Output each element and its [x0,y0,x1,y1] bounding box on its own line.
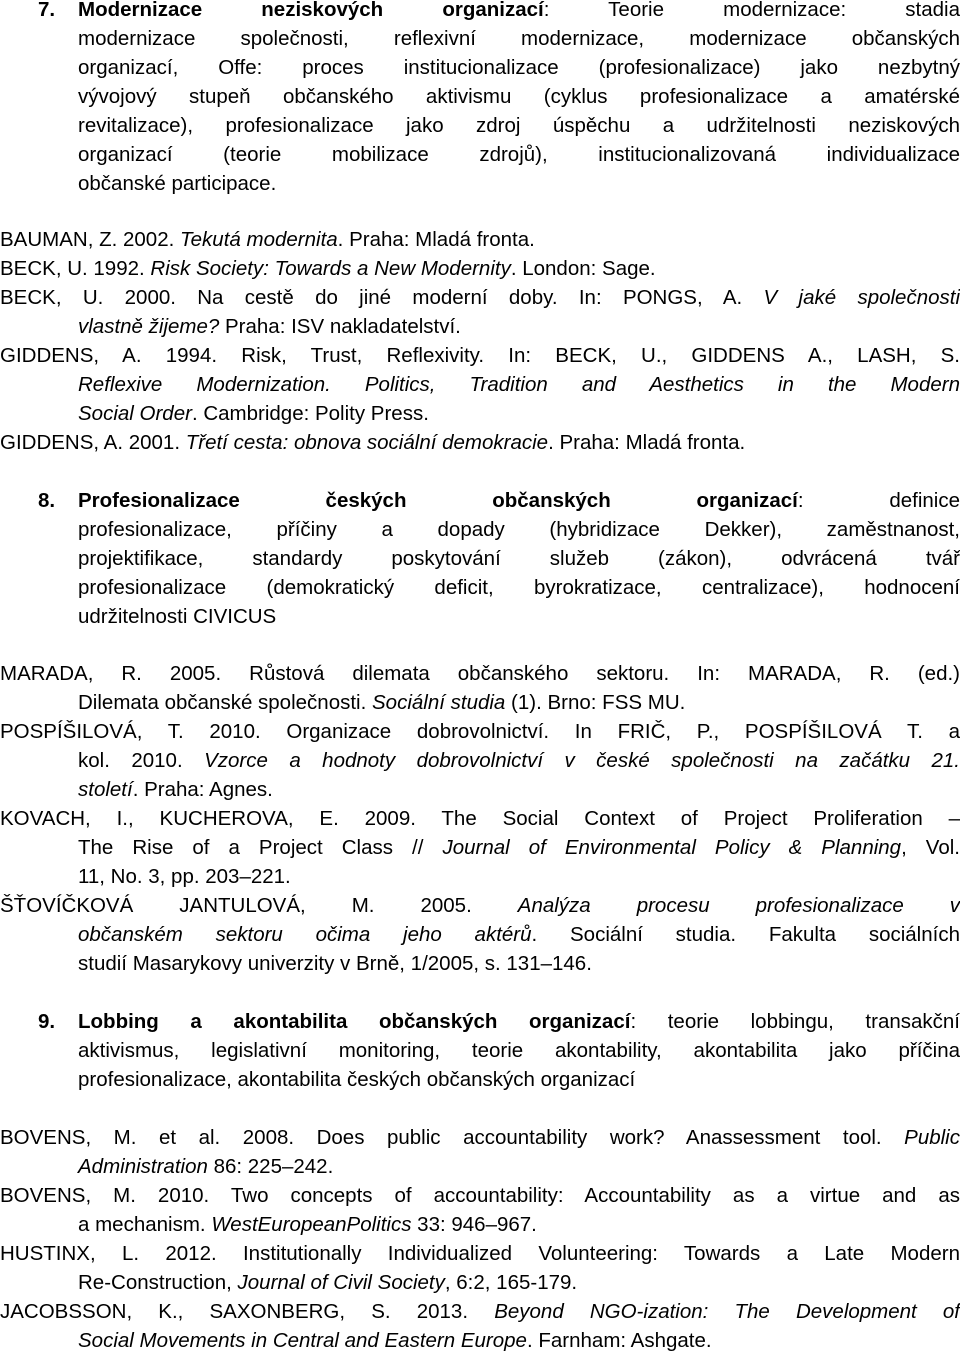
section-8-heading: Profesionalizace českých občanských organizací: definice [78,489,960,512]
reference-line: BECK, U. 2000. Na cestě do jiné moderní doby. In: PONGS, A. V jaké společnosti [0,286,960,309]
reference-line: BOVENS, M. 2010. Two concepts of accountability: Accountability as a virtue and as [0,1184,960,1207]
reference-line: a mechanism. WestEuropeanPolitics 33: 946–967. [78,1213,537,1236]
reference-line: občanském sektoru očima jeho aktérů. Sociální studia. Fakulta sociálních [78,923,960,946]
section-9-references [0,1123,960,1355]
reference-line: POSPÍŠILOVÁ, T. 2010. Organizace dobrovolnictví. In FRIČ, P., POSPÍŠILOVÁ T. a [0,720,960,743]
section-7-title: Modernizace neziskových organizací [78,0,544,21]
section-8-number: 8. [38,489,56,512]
section-7-number: 7. [38,0,56,21]
reference-line: Reflexive Modernization. Politics, Tradition and Aesthetics in the Modern [78,373,960,396]
reference-line: BOVENS, M. et al. 2008. Does public accountability work? Anassessment tool. Public [0,1126,960,1149]
section-8-line: udržitelnosti CIVICUS [78,605,277,628]
section-9-line: profesionalizace, akontabilita českých občanských organizací [78,1068,636,1091]
reference-line: JACOBSSON, K., SAXONBERG, S. 2013. Beyond NGO-ization: The Development of [0,1300,960,1323]
section-8-line: profesionalizace (demokratický deficit, byrokratizace, centralizace), hodnocení [78,576,960,599]
section-7-line: občanské participace. [78,172,277,195]
reference-line: století. Praha: Agnes. [78,778,273,801]
section-8 [0,486,960,631]
reference-line: Dilemata občanské společnosti. Sociální studia (1). Brno: FSS MU. [78,691,686,714]
reference-line: Re-Construction, Journal of Civil Society, 6:2, 165-179. [78,1271,578,1294]
section-8-references [0,659,960,978]
section-7-line: organizací (teorie mobilizace zdrojů), institucionalizovaná individualizace [78,143,960,166]
reference-line: Administration 86: 225–242. [78,1155,334,1178]
section-7-line: vývojový stupeň občanského aktivismu (cyklus profesionalizace a amatérské [78,85,960,108]
reference-line: BECK, U. 1992. Risk Society: Towards a New Modernity. London: Sage. [0,257,656,280]
reference-line: MARADA, R. 2005. Růstová dilemata občanského sektoru. In: MARADA, R. (ed.) [0,662,960,685]
section-7-line: revitalizace), profesionalizace jako zdroj úspěchu a udržitelnosti neziskových [78,114,960,137]
section-9-title: Lobbing a akontabilita občanských organizací [78,1010,631,1033]
reference-line: HUSTINX, L. 2012. Institutionally Individualized Volunteering: Towards a Late Modern [0,1242,960,1265]
section-7-line: modernizace společnosti, reflexivní modernizace, modernizace občanských [78,27,960,50]
section-7-line: organizací, Offe: proces institucionalizace (profesionalizace) jako nezbytný [78,56,960,79]
section-9-line: aktivismus, legislativní monitoring, teorie akontability, akontabilita jako příčina [78,1039,960,1062]
reference-line: GIDDENS, A. 1994. Risk, Trust, Reflexivity. In: BECK, U., GIDDENS A., LASH, S. [0,344,960,367]
section-8-line: projektifikace, standardy poskytování služeb (zákon), odvrácená tvář [78,547,960,570]
reference-line: vlastně žijeme? Praha: ISV nakladatelství. [78,315,461,338]
section-8-title: Profesionalizace českých občanských organizací [78,489,798,512]
section-7-heading: Modernizace neziskových organizací: Teorie modernizace: stadia [78,0,960,21]
reference-line: Social Order. Cambridge: Polity Press. [78,402,429,425]
section-7 [0,0,960,198]
reference-line: BAUMAN, Z. 2002. Tekutá modernita. Praha: Mladá fronta. [0,228,535,251]
section-9-number: 9. [38,1010,56,1033]
reference-line: studií Masarykovy univerzity v Brně, 1/2005, s. 131–146. [78,952,592,975]
reference-line: kol. 2010. Vzorce a hodnoty dobrovolnictví v české společnosti na začátku 21. [78,749,960,772]
reference-line: The Rise of a Project Class // Journal of Environmental Policy & Planning, Vol. [78,836,960,859]
section-9-heading: Lobbing a akontabilita občanských organizací: teorie lobbingu, transakční [78,1010,960,1033]
reference-line: ŠŤOVÍČKOVÁ JANTULOVÁ, M. 2005. Analýza procesu profesionalizace v [0,894,960,917]
reference-line: GIDDENS, A. 2001. Třetí cesta: obnova sociální demokracie. Praha: Mladá fronta. [0,431,746,454]
section-8-line: profesionalizace, příčiny a dopady (hybridizace Dekker), zaměstnanost, [78,518,960,541]
reference-line: 11, No. 3, pp. 203–221. [78,865,291,888]
section-9 [0,1007,960,1094]
reference-line: Social Movements in Central and Eastern Europe. Farnham: Ashgate. [78,1329,712,1352]
reference-line: KOVACH, I., KUCHEROVA, E. 2009. The Social Context of Project Proliferation – [0,807,960,830]
section-7-references [0,225,960,457]
